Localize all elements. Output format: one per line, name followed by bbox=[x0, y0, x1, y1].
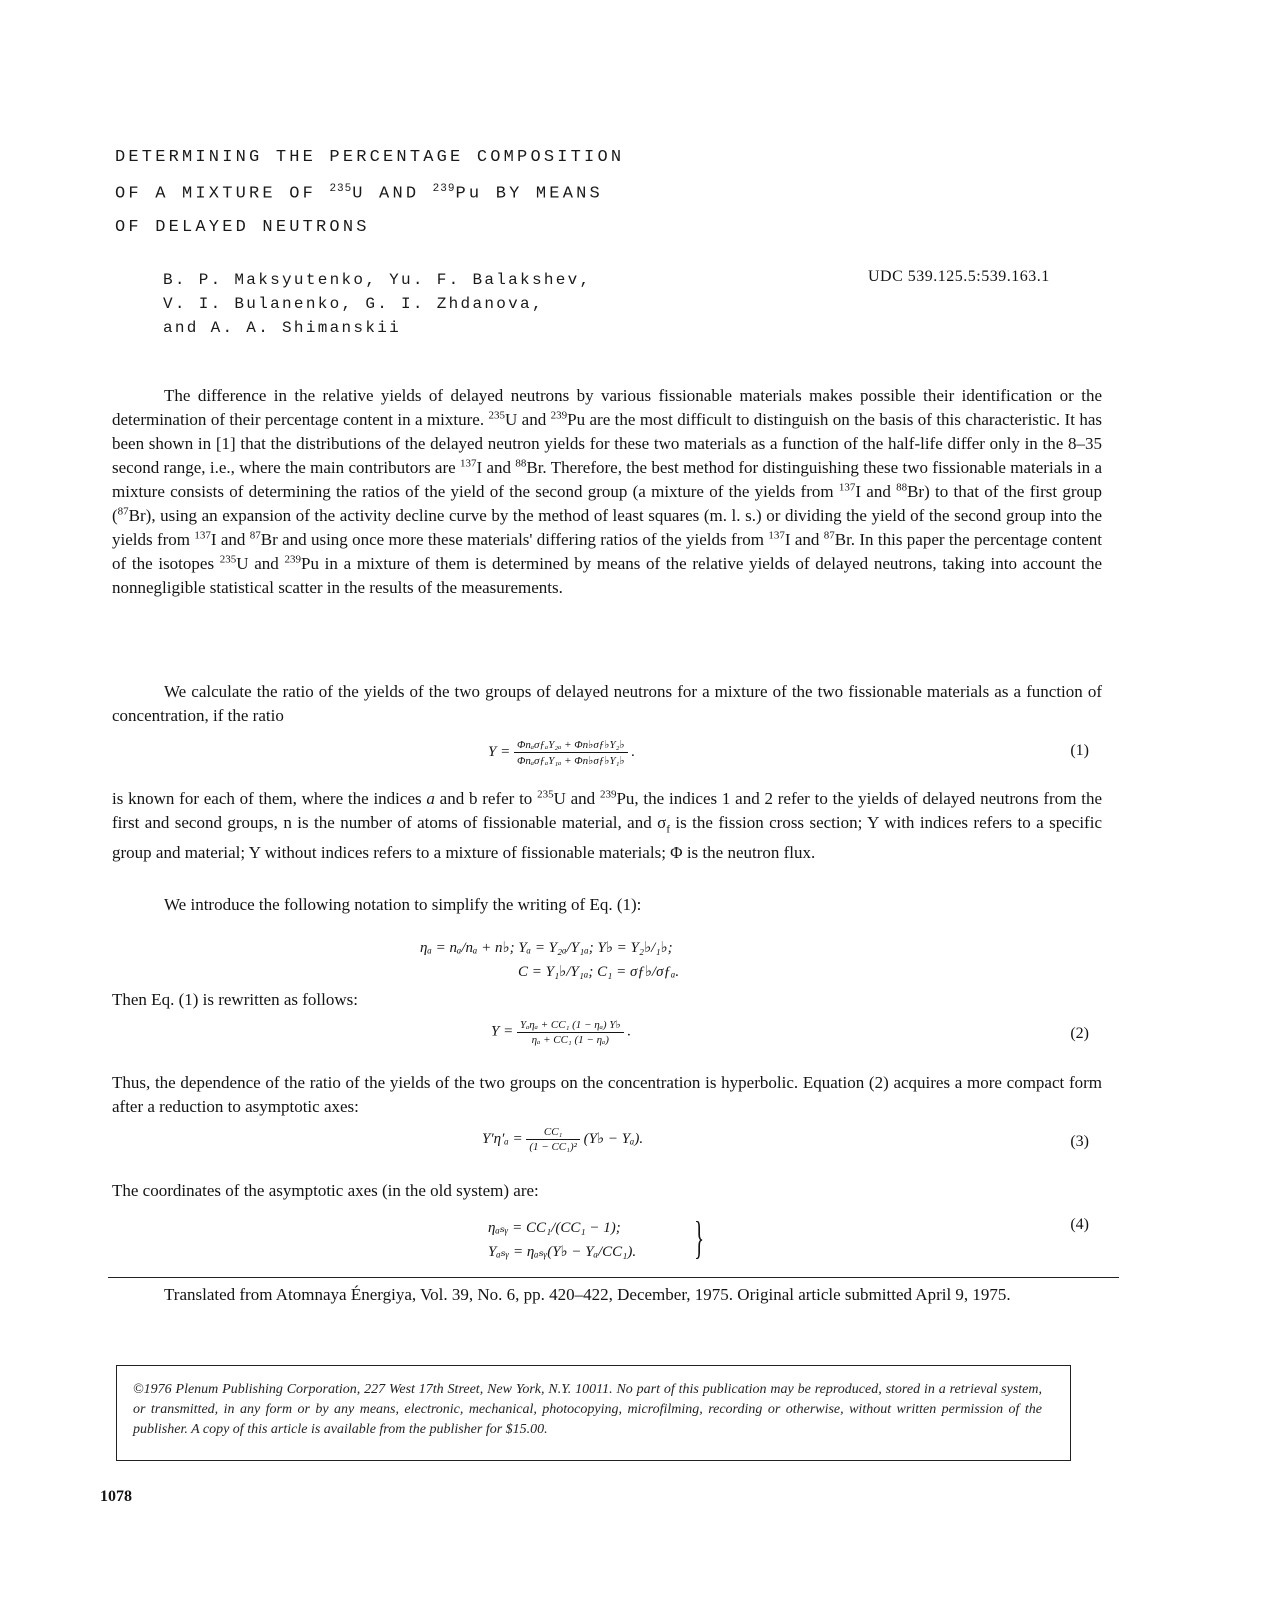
eq3-denominator: (1 − CC₁)² bbox=[529, 1141, 577, 1153]
isotope-superscript: 88 bbox=[896, 481, 908, 494]
translation-note: Translated from Atomnaya Énergiya, Vol. 39, No. 6, pp. 420–422, December, 1975. Original article submitted April 9, 1975. bbox=[164, 1285, 1011, 1304]
isotope-superscript: 239 bbox=[284, 553, 302, 566]
text-run: Pu are the most difficult to distinguish on the basis of this characteristic. It has been shown in [1] that the distributions of the delayed neutron yields for these two materials as a function of the half-life differ only in the 8–35 second range, i.e., where the main contributors are bbox=[112, 410, 1103, 477]
text-run: is the fission cross section; Y with indices refers to a specific group and material; Y without indices refers to a mixture of fissionable materials; Φ is the neutron flux. bbox=[112, 813, 1102, 863]
eq2-denominator: ηₐ + CC₁ (1 − ηₐ) bbox=[531, 1034, 609, 1046]
isotope-superscript: 87 bbox=[117, 505, 129, 518]
subscript: f bbox=[666, 823, 670, 836]
eq4-line-1: ηₐₛᵧ = CC₁/(CC₁ − 1); bbox=[488, 1220, 621, 1236]
text-run: Br. Therefore, the best method for distinguishing these two fissionable materials in a mixture consists of determining the ratios of the yield of the second group (a mixture of the yields from bbox=[112, 458, 1102, 501]
text-run: The difference in the relative yields of delayed neutrons by various fissionable materials makes possible their identification or the determination of their percentage content in a mixture. bbox=[112, 386, 1102, 429]
eq2-tail: . bbox=[627, 1023, 632, 1040]
title-text: OF A MIXTURE OF bbox=[115, 184, 330, 204]
paragraph-7: The coordinates of the asymptotic axes (in the old system) are: bbox=[112, 1181, 539, 1200]
eq1-tail: . bbox=[631, 743, 636, 760]
equation-2 bbox=[491, 1018, 631, 1046]
equation-3 bbox=[482, 1126, 643, 1153]
udc-code: UDC 539.125.5:539.163.1 bbox=[868, 268, 1050, 285]
title-line-3: OF DELAYED NEUTRONS bbox=[115, 218, 370, 237]
eq2-fraction bbox=[517, 1018, 624, 1046]
eq1-fraction bbox=[514, 738, 628, 767]
paragraph-1 bbox=[112, 384, 1102, 600]
text-run: Br), using an expansion of the activity decline curve by the method of least squares (m. l. s.) or dividing the yield of the second group into the yields from bbox=[112, 506, 1102, 549]
isotope-superscript: 87 bbox=[823, 529, 835, 542]
paragraph-2: We calculate the ratio of the yields of the two groups of delayed neutrons for a mixture of the two fissionable materials as a function of concentration, if the ratio bbox=[112, 682, 1102, 725]
eq2-numerator: Yₐηₐ + CC₁ (1 − ηₐ) Y♭ bbox=[517, 1018, 624, 1033]
copyright-box: ©1976 Plenum Publishing Corporation, 227 West 17th Street, New York, N.Y. 10011. No part of this publication may be reproduced, stored in a retrieval system, or transmitted, in any form or by any means, electronic, mechanical, photocopying, microfilming, recording or otherwise, without written permission of the publisher. A copy of this article is available from the publisher for $15.00. bbox=[116, 1365, 1071, 1461]
isotope-superscript: 137 bbox=[838, 481, 856, 494]
equation-2-number: (2) bbox=[1070, 1025, 1089, 1042]
text-run: I and bbox=[784, 530, 824, 549]
eq3-lhs: Y′η′ₐ = bbox=[482, 1130, 523, 1147]
text-run: Pu in a mixture of them is determined by means of the relative yields of delayed neutrons, taking into account the nonnegligible statistical scatter in the results of the measurements. bbox=[112, 554, 1103, 597]
italic-symbol: a bbox=[426, 789, 435, 808]
isotope-superscript: 239 bbox=[550, 409, 568, 422]
eq1-denominator: ΦnₐσƒₐY₁ₐ + Φn♭σƒ♭Y₁♭ bbox=[516, 755, 625, 767]
isotope-superscript: 137 bbox=[460, 457, 477, 470]
text-run: U and bbox=[236, 554, 285, 573]
text-run: and b refer to bbox=[434, 789, 538, 808]
eq1-lhs: Y = bbox=[488, 743, 511, 760]
text-run: U and bbox=[505, 410, 551, 429]
isotope-superscript: 239 bbox=[599, 788, 617, 801]
text-run: Br and using once more these materials' differing ratios of the yields from bbox=[260, 530, 769, 549]
notation-line-2: C = Y₁♭/Y₁ₐ; C₁ = σƒ♭/σƒₐ. bbox=[518, 964, 680, 980]
text-run: I and bbox=[210, 530, 250, 549]
isotope-superscript: 235 bbox=[219, 553, 237, 566]
eq4-line-2: Yₐₛᵧ = ηₐₛᵧ(Y♭ − Yₐ/CC₁). bbox=[488, 1244, 637, 1260]
text-run: U and bbox=[553, 789, 600, 808]
eq3-tail: (Y♭ − Yₐ). bbox=[583, 1130, 644, 1147]
text-run: Pu, the indices 1 and 2 refer to the yields of delayed neutrons from the first and second groups, n is the number of atoms of fissionable material, and σ bbox=[112, 789, 1102, 832]
isotope-superscript: 235 bbox=[537, 788, 554, 801]
superscript: 235 bbox=[329, 183, 353, 195]
authors: B. P. Maksyutenko, Yu. F. Balakshev, V. I. Bulanenko, G. I. Zhdanova, and A. A. Shimanskii bbox=[163, 271, 592, 337]
text-run: is known for each of them, where the indices bbox=[112, 789, 427, 808]
notation-line-1: ηₐ = nₐ/nₐ + n♭; Yₐ = Y₂ₐ/Y₁ₐ; Y♭ = Y₂♭/₁♭; bbox=[420, 940, 673, 956]
paragraph-4: We introduce the following notation to simplify the writing of Eq. (1): bbox=[164, 895, 642, 914]
equation-4 bbox=[488, 1216, 636, 1264]
isotope-superscript: 235 bbox=[488, 409, 505, 422]
isotope-superscript: 137 bbox=[194, 529, 211, 542]
isotope-superscript: 87 bbox=[249, 529, 261, 542]
title-line-2 bbox=[115, 183, 603, 204]
paragraph-6: Thus, the dependence of the ratio of the yields of the two groups on the concentration is hyperbolic. Equation (2) acquires a more compact form after a reduction to asymptotic axes: bbox=[112, 1073, 1102, 1116]
equation-1 bbox=[488, 738, 635, 767]
superscript: 239 bbox=[432, 183, 456, 195]
paragraph-5: Then Eq. (1) is rewritten as follows: bbox=[112, 990, 358, 1009]
eq3-numerator: CC₁ bbox=[526, 1126, 580, 1140]
paragraph-3 bbox=[112, 787, 1102, 865]
text-run: I and bbox=[855, 482, 897, 501]
title-text: U AND bbox=[352, 184, 433, 204]
equation-4-number: (4) bbox=[1070, 1216, 1089, 1233]
equation-1-number: (1) bbox=[1070, 742, 1089, 759]
page-number: 1078 bbox=[100, 1488, 132, 1505]
isotope-superscript: 137 bbox=[768, 529, 785, 542]
title-line-1: DETERMINING THE PERCENTAGE COMPOSITION bbox=[115, 148, 625, 167]
text-run: I and bbox=[476, 458, 516, 477]
equation-3-number: (3) bbox=[1070, 1133, 1089, 1150]
brace-glyph: } bbox=[694, 1212, 705, 1263]
footnote-rule bbox=[108, 1277, 1119, 1278]
eq3-fraction bbox=[526, 1126, 580, 1153]
eq2-lhs: Y = bbox=[491, 1023, 514, 1040]
text-run: Br. In this paper the percentage content of the isotopes bbox=[112, 530, 1102, 573]
eq1-numerator: ΦnₐσƒₐY₂ₐ + Φn♭σƒ♭Y₂♭ bbox=[514, 738, 628, 753]
isotope-superscript: 88 bbox=[515, 457, 527, 470]
title-text: Pu BY MEANS bbox=[455, 184, 603, 204]
text-run: Br) to that of the first group ( bbox=[112, 482, 1102, 525]
